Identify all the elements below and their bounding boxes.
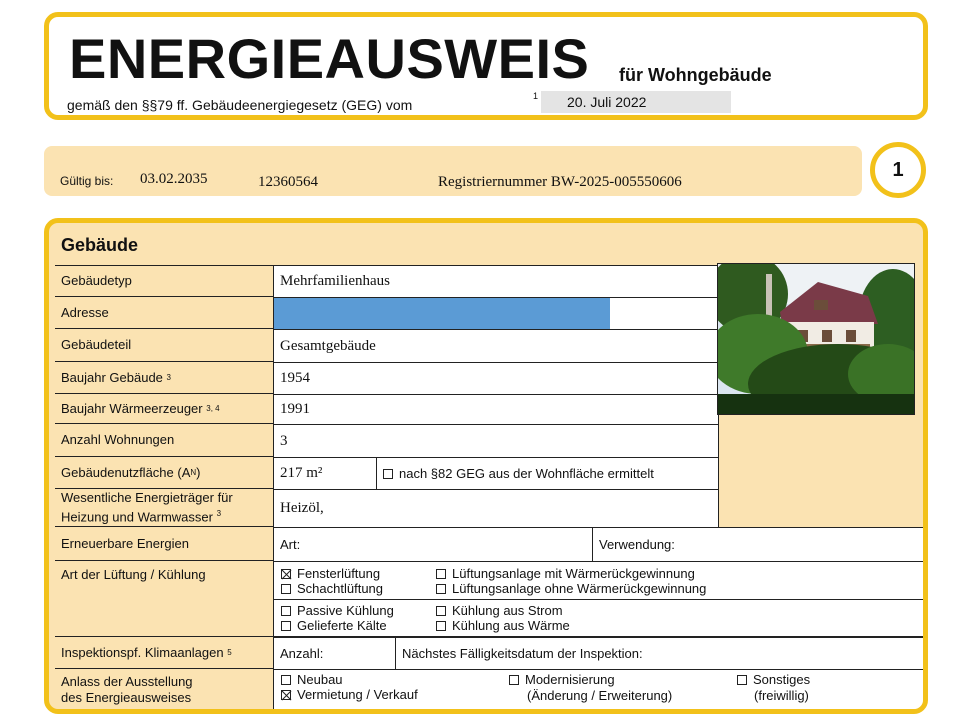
usable-area-field[interactable]: 217 m² bbox=[273, 457, 377, 490]
document-subtitle: für Wohngebäude bbox=[619, 65, 772, 85]
modernization-checkbox[interactable] bbox=[509, 675, 519, 685]
area-method-checkbox[interactable] bbox=[383, 469, 393, 479]
renewable-type-field[interactable]: Art: bbox=[273, 527, 593, 562]
delivered-cold-option[interactable]: Gelieferte Kälte bbox=[281, 619, 387, 633]
building-type-field[interactable]: Mehrfamilienhaus bbox=[273, 265, 719, 298]
ventilation-no-recovery-option[interactable]: Lüftungsanlage ohne Wärmerückgewinnung bbox=[436, 582, 706, 596]
other-option[interactable]: Sonstiges bbox=[737, 673, 810, 687]
address-label: Adresse bbox=[55, 297, 273, 329]
house-photo-image bbox=[718, 264, 915, 415]
renewable-energy-label: Erneuerbare Energien bbox=[55, 527, 273, 561]
usable-area-label: Gebäudenutzfläche (A N ) bbox=[55, 457, 273, 489]
legal-basis-text: gemäß den §§79 ff. Gebäudeenergiegesetz (GEG) vom bbox=[67, 97, 413, 113]
new-build-checkbox[interactable] bbox=[281, 675, 291, 685]
building-part-label: Gebäudeteil bbox=[55, 329, 273, 362]
heater-year-field[interactable]: 1991 bbox=[273, 394, 719, 425]
passive-cooling-checkbox[interactable] bbox=[281, 606, 291, 616]
other-checkbox[interactable] bbox=[737, 675, 747, 685]
energy-carrier-field[interactable]: Heizöl, bbox=[273, 489, 719, 528]
law-date-field[interactable]: 20. Juli 2022 bbox=[541, 91, 731, 113]
document-title: ENERGIEAUSWEIS bbox=[69, 27, 590, 90]
valid-until-label: Gültig bis: bbox=[60, 174, 114, 188]
window-ventilation-checkbox[interactable] bbox=[281, 569, 291, 579]
construction-year-label: Baujahr Gebäude 3 bbox=[55, 362, 273, 394]
ac-count-field[interactable]: Anzahl: bbox=[273, 637, 396, 670]
ac-inspection-date-field[interactable]: Nächstes Fälligkeitsdatum der Inspektion: bbox=[395, 637, 924, 670]
validity-bar bbox=[44, 146, 862, 196]
electric-cooling-checkbox[interactable] bbox=[436, 606, 446, 616]
other-detail: (freiwillig) bbox=[754, 688, 809, 703]
modernization-option[interactable]: Modernisierung bbox=[509, 673, 615, 687]
area-method-option[interactable]: nach §82 GEG aus der Wohnfläche ermittelt bbox=[376, 457, 719, 490]
apartments-count-label: Anzahl Wohnungen bbox=[55, 424, 273, 457]
issuance-reason-label: Anlass der Ausstellung des Energieausweises bbox=[61, 674, 193, 705]
window-ventilation-option[interactable]: Fensterlüftung bbox=[281, 567, 380, 581]
electric-cooling-option[interactable]: Kühlung aus Strom bbox=[436, 604, 563, 618]
certificate-number[interactable]: 12360564 bbox=[258, 174, 318, 190]
building-part-field[interactable]: Gesamtgebäude bbox=[273, 329, 719, 363]
renewable-usage-field[interactable]: Verwendung: bbox=[592, 527, 924, 562]
modernization-detail: (Änderung / Erweiterung) bbox=[527, 688, 673, 703]
section-title: Gebäude bbox=[61, 235, 139, 255]
address-field[interactable] bbox=[273, 297, 719, 330]
address-redaction bbox=[274, 298, 610, 329]
building-section bbox=[44, 218, 928, 714]
delivered-cold-checkbox[interactable] bbox=[281, 621, 291, 631]
passive-cooling-option[interactable]: Passive Kühlung bbox=[281, 604, 394, 618]
ventilation-heat-recovery-checkbox[interactable] bbox=[436, 569, 446, 579]
apartments-count-field[interactable]: 3 bbox=[273, 424, 719, 458]
construction-year-field[interactable]: 1954 bbox=[273, 362, 719, 395]
footnote-marker: 1 bbox=[533, 91, 539, 101]
header-box bbox=[44, 12, 928, 120]
building-type-label: Gebäudetyp bbox=[55, 265, 273, 297]
ventilation-cooling-label: Art der Lüftung / Kühlung bbox=[55, 561, 273, 637]
rent-sale-option[interactable]: Vermietung / Verkauf bbox=[281, 688, 418, 702]
registration-number[interactable]: Registriernummer BW-2025-005550606 bbox=[438, 174, 682, 190]
shaft-ventilation-option[interactable]: Schachtlüftung bbox=[281, 582, 383, 596]
energy-carrier-label: Wesentliche Energieträger für Heizung und Warmwasser $^3$ bbox=[55, 489, 273, 527]
page-number-badge: 1 bbox=[870, 142, 926, 198]
heat-cooling-option[interactable]: Kühlung aus Wärme bbox=[436, 619, 570, 633]
shaft-ventilation-checkbox[interactable] bbox=[281, 584, 291, 594]
heat-cooling-checkbox[interactable] bbox=[436, 621, 446, 631]
heater-year-label: Baujahr Wärmeerzeuger 3, 4 bbox=[55, 394, 273, 424]
ventilation-no-recovery-checkbox[interactable] bbox=[436, 584, 446, 594]
new-build-option[interactable]: Neubau bbox=[281, 673, 343, 687]
ac-inspection-label: Inspektionspf. Klimaanlagen 5 bbox=[55, 637, 273, 669]
ventilation-heat-recovery-option[interactable]: Lüftungsanlage mit Wärmerückgewinnung bbox=[436, 567, 695, 581]
valid-until-date[interactable]: 03.02.2035 bbox=[140, 171, 208, 187]
building-photo bbox=[717, 263, 915, 415]
rent-sale-checkbox[interactable] bbox=[281, 690, 291, 700]
